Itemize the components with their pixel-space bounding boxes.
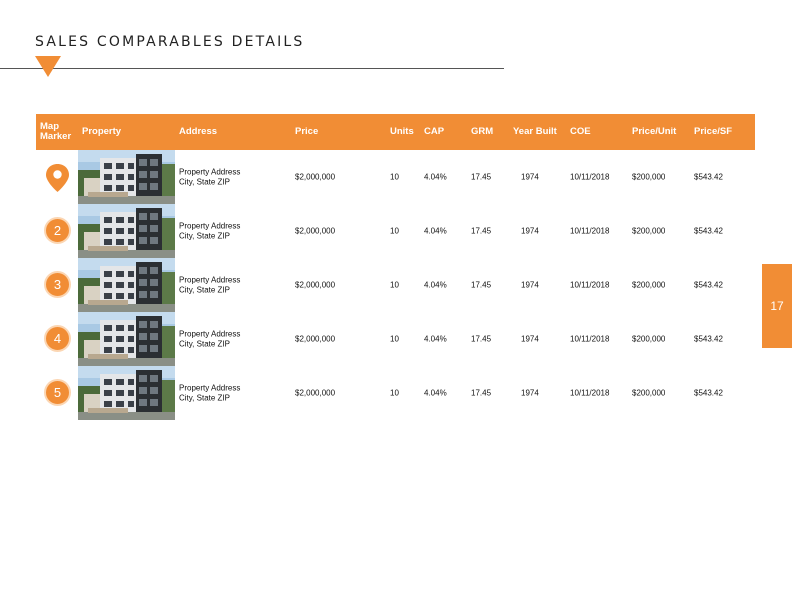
cell-grm: 17.45 <box>471 334 492 344</box>
table-row <box>36 366 755 420</box>
address-line1: Property Address <box>179 383 241 393</box>
table-row <box>36 204 755 258</box>
address-line1: Property Address <box>179 329 241 339</box>
cell-price-unit: $200,000 <box>632 334 666 344</box>
cell-price-sf: $543.42 <box>694 280 723 290</box>
property-photo <box>78 150 175 204</box>
header-grm: GRM <box>471 126 494 137</box>
table-row <box>36 150 755 204</box>
cell-cap: 4.04% <box>424 280 447 290</box>
cell-price-sf: $543.42 <box>694 388 723 398</box>
cell-units: 10 <box>390 226 399 236</box>
header-price-sf: Price/SF <box>694 126 733 137</box>
header-address: Address <box>179 126 218 137</box>
cell-grm: 17.45 <box>471 280 492 290</box>
cell-price-unit: $200,000 <box>632 172 666 182</box>
header-map-marker <box>40 122 71 142</box>
map-pin-icon <box>44 163 71 190</box>
cell-coe: 10/11/2018 <box>570 280 610 290</box>
cell-coe: 10/11/2018 <box>570 334 610 344</box>
table-body <box>36 150 755 420</box>
page-number-tab <box>762 264 792 348</box>
cell-address <box>179 330 240 349</box>
cell-address <box>179 222 240 241</box>
cell-year-built: 1974 <box>521 388 539 398</box>
property-photo <box>78 204 175 258</box>
header-property: Property <box>82 126 122 137</box>
cell-coe: 10/11/2018 <box>570 388 610 398</box>
property-photo <box>78 366 175 420</box>
cell-address <box>179 384 240 403</box>
title-arrow-icon <box>35 56 61 77</box>
cell-cap: 4.04% <box>424 226 447 236</box>
cell-cap: 4.04% <box>424 334 447 344</box>
header-price-unit: Price/Unit <box>632 126 677 137</box>
cell-price-unit: $200,000 <box>632 388 666 398</box>
address-line1: Property Address <box>179 221 241 231</box>
table-row <box>36 312 755 366</box>
cell-address <box>179 168 240 187</box>
cell-cap: 4.04% <box>424 388 447 398</box>
cell-price-sf: $543.42 <box>694 172 723 182</box>
cell-cap: 4.04% <box>424 172 447 182</box>
address-line2: City, State ZIP <box>179 231 230 240</box>
comparables-table <box>36 114 755 420</box>
cell-price: $2,000,000 <box>295 334 336 344</box>
cell-price: $2,000,000 <box>295 280 336 290</box>
address-line2: City, State ZIP <box>179 285 230 294</box>
header-map-marker-line2: Marker <box>40 131 72 142</box>
header-cap: CAP <box>424 126 445 137</box>
cell-price-unit: $200,000 <box>632 280 666 290</box>
property-photo <box>78 312 175 366</box>
table-row <box>36 258 755 312</box>
cell-price-unit: $200,000 <box>632 226 666 236</box>
cell-price: $2,000,000 <box>295 172 336 182</box>
cell-grm: 17.45 <box>471 388 492 398</box>
header-price: Price <box>295 126 319 137</box>
cell-units: 10 <box>390 388 399 398</box>
address-line1: Property Address <box>179 275 241 285</box>
header-units: Units <box>390 126 414 137</box>
page-title: SALES COMPARABLES DETAILS <box>35 34 305 50</box>
property-photo <box>78 258 175 312</box>
address-line2: City, State ZIP <box>179 177 230 186</box>
address-line2: City, State ZIP <box>179 393 230 402</box>
cell-year-built: 1974 <box>521 172 539 182</box>
table-header <box>36 114 755 150</box>
cell-price-sf: $543.42 <box>694 226 723 236</box>
map-marker-number: 3 <box>44 271 71 298</box>
cell-coe: 10/11/2018 <box>570 172 610 182</box>
cell-grm: 17.45 <box>471 226 492 236</box>
address-line1: Property Address <box>179 167 241 177</box>
header-map-marker-line1: Map <box>40 121 59 132</box>
header-coe: COE <box>570 126 591 137</box>
cell-address <box>179 276 240 295</box>
title-rule <box>0 68 504 69</box>
cell-grm: 17.45 <box>471 172 492 182</box>
cell-year-built: 1974 <box>521 334 539 344</box>
cell-year-built: 1974 <box>521 226 539 236</box>
cell-coe: 10/11/2018 <box>570 226 610 236</box>
cell-units: 10 <box>390 280 399 290</box>
map-marker-number: 2 <box>44 217 71 244</box>
cell-price-sf: $543.42 <box>694 334 723 344</box>
cell-price: $2,000,000 <box>295 226 336 236</box>
cell-units: 10 <box>390 334 399 344</box>
cell-price: $2,000,000 <box>295 388 336 398</box>
cell-year-built: 1974 <box>521 280 539 290</box>
cell-units: 10 <box>390 172 399 182</box>
map-marker-number: 4 <box>44 325 71 352</box>
map-marker-number: 5 <box>44 379 71 406</box>
address-line2: City, State ZIP <box>179 339 230 348</box>
page-number: 17 <box>770 299 784 313</box>
header-year-built: Year Built <box>513 126 557 137</box>
